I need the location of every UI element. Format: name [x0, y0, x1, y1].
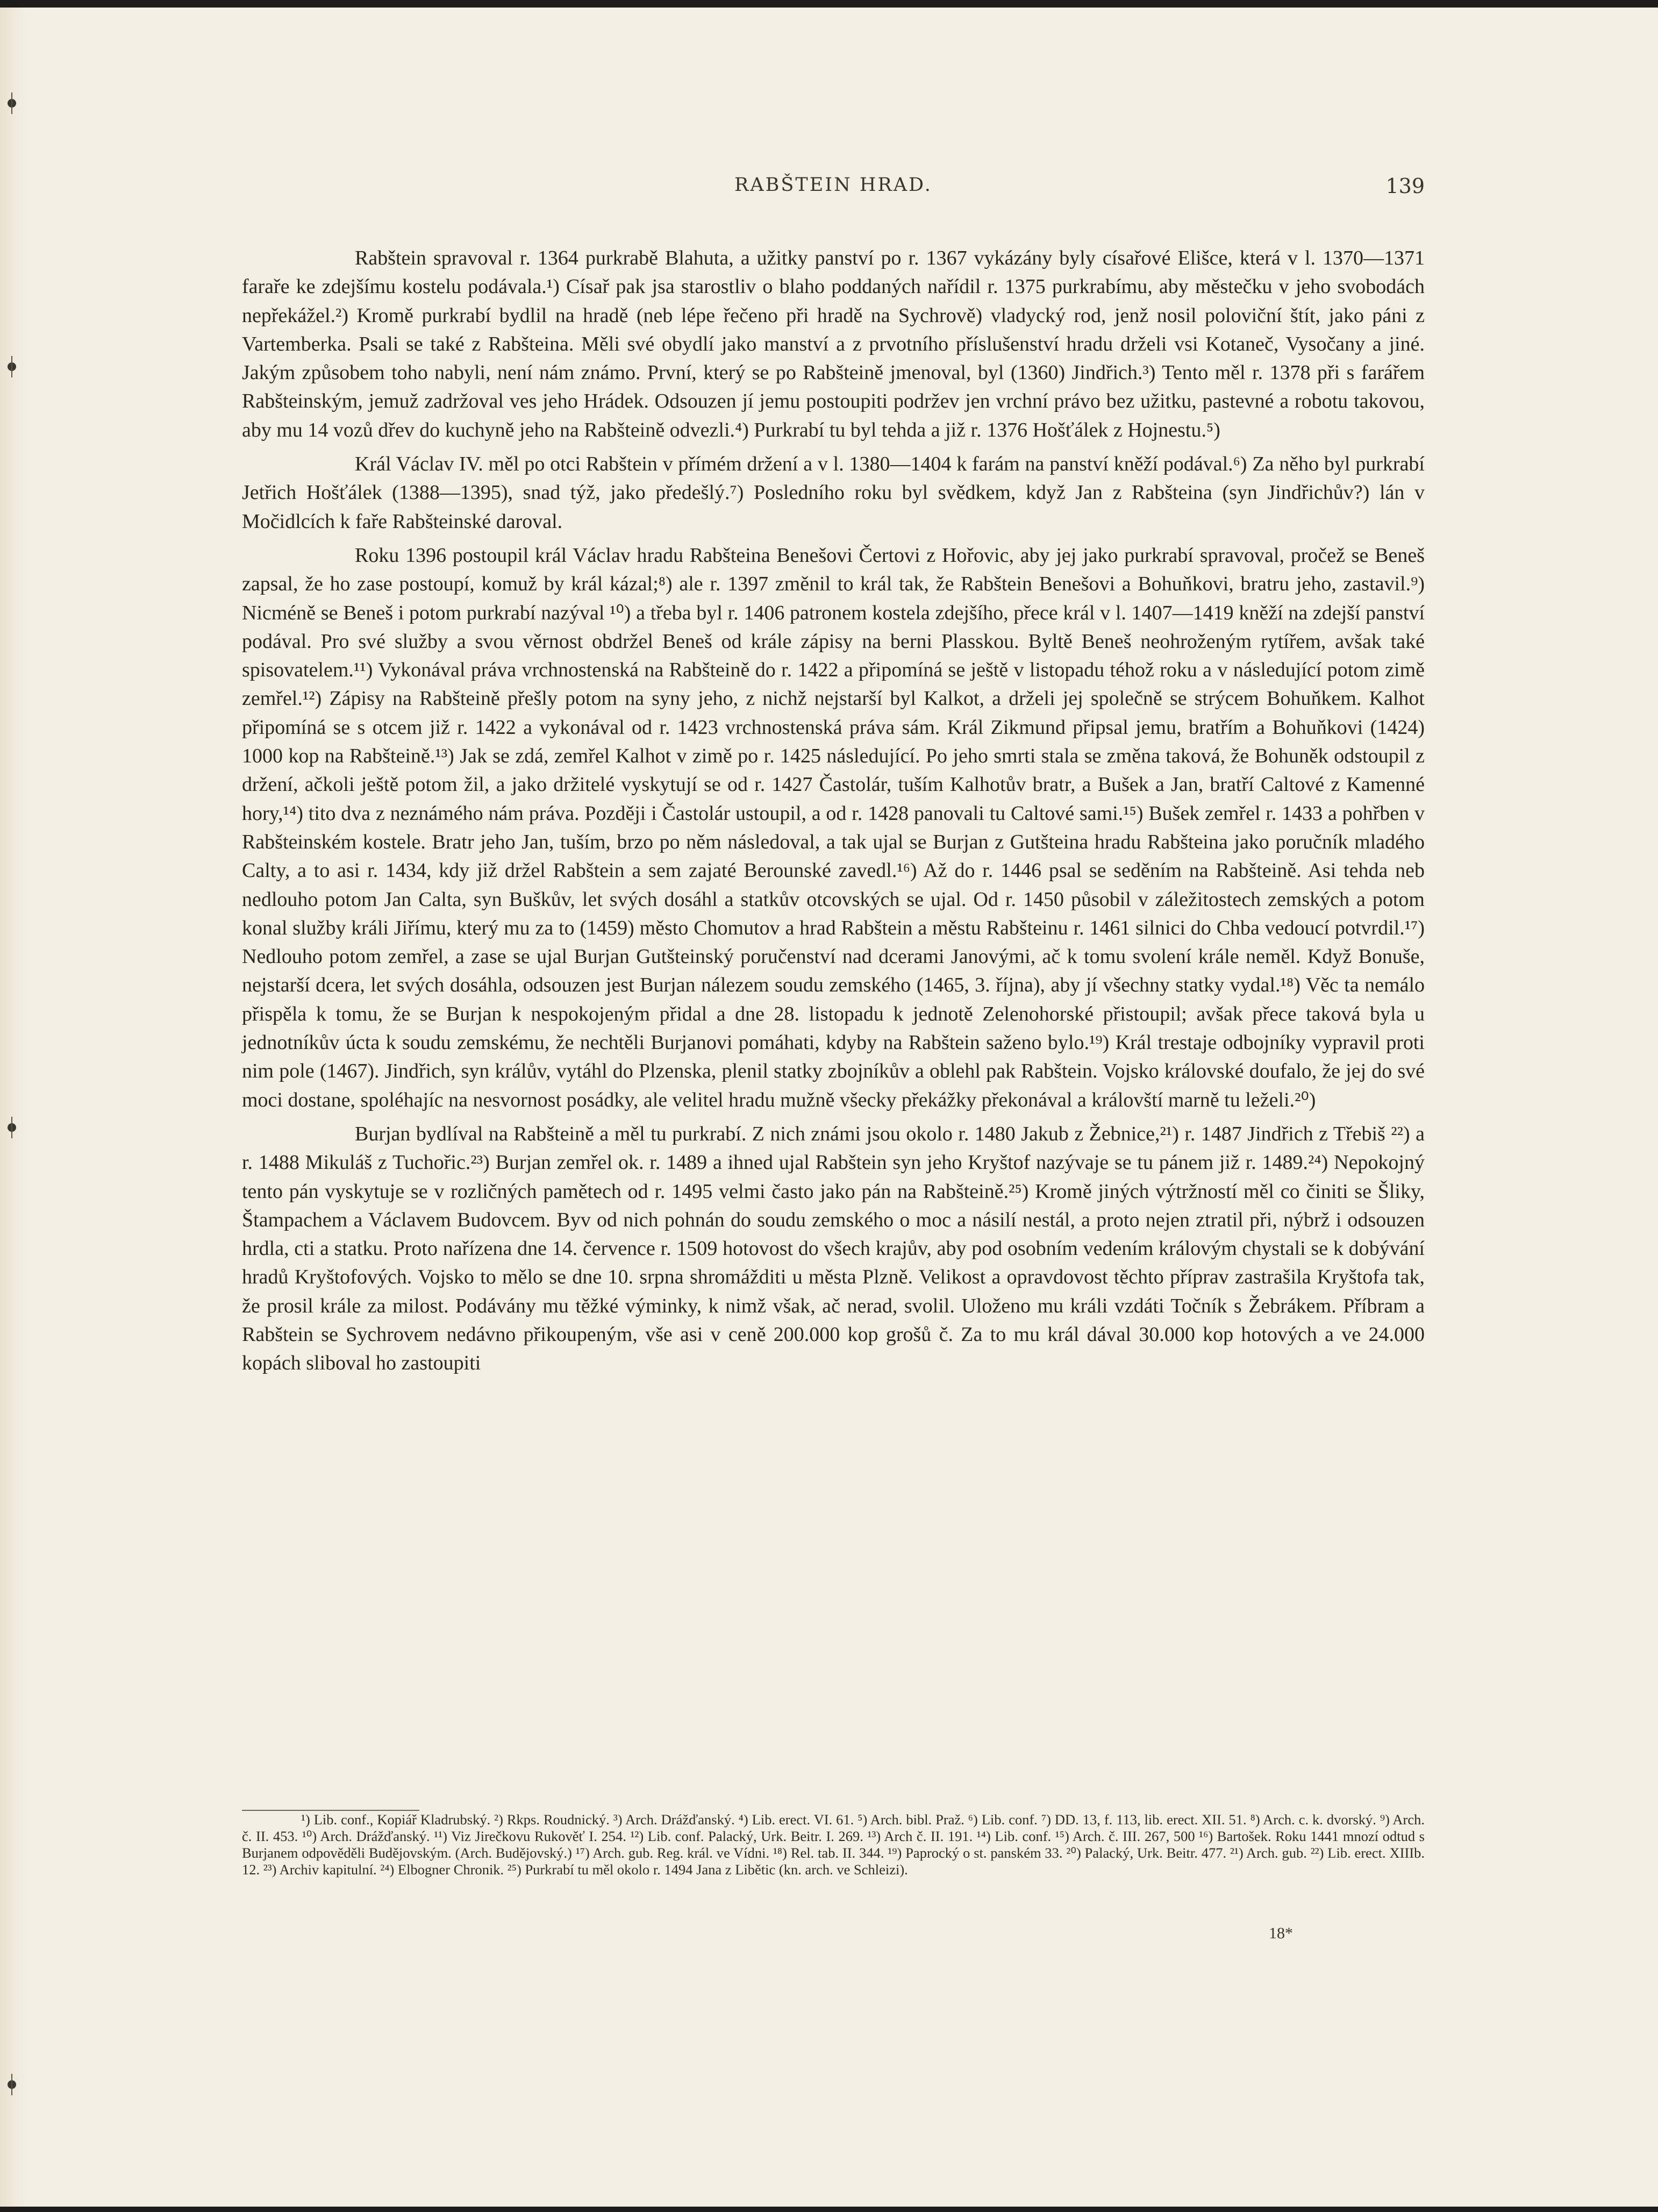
paragraph: Burjan bydlíval na Rabšteině a měl tu purkrabí. Z nich známi jsou okolo r. 1480 Jakub z Žebnice,²¹) r. 1487 Jindřich z Třebiš ²²) a r. 1488 Mikuláš z Tuchořic.²³) Burjan zemřel ok. r. 1489 a ihned ujal Rabštein syn jeho Kryštof nazývaje se tu pánem již r. 1489.²⁴) Nepokojný tento pán vyskytuje se v rozličných pamětech od r. 1495 velmi často jako pán na Rabšteině.²⁵) Kromě jiných výtržností měl co činiti se Šliky, Štampachem a Václavem Budovcem. Byv od nich pohnán do soudu zemského o moc a násilí nestál, a proto nejen ztratil při, nýbrž i odsouzen hrdla, cti a statku. Proto nařízena dne 14. července r. 1509 hotovost do všech krajův, aby pod osobním vedením královým chystali se k dobývání hradů Kryštofových. Vojsko to mělo se dne 10. srpna shromážditi u města Plzně. Velikost a opravdovost těchto příprav zastrašila Kryštofa tak, že prosil krále za milost. Podávány mu těžké výminky, k nimž však, ač nerad, svolil. Uloženo mu králi vzdáti Točník s Žebrákem. Příbram a Rabštein se Sychrovem nedávno přikoupeným, vše asi v ceně 200.000 kop grošů č. Za to mu král dával 30.000 kop hotových a ve 24.000 kopách sliboval ho zastoupiti: [242, 1122, 1425, 1375]
binding-hole-mark: [8, 362, 16, 371]
paragraph: Král Václav IV. měl po otci Rabštein v přímém držení a v l. 1380—1404 k farám na panství kněží podával.⁶) Za něho byl purkrabí Jetřich Hošťálek (1388—1395), snad týž, jako předešlý.⁷) Posledního roku byl svědkem, když Jan z Rabšteina (syn Jindřichův?) lán v Močidlcích k faře Rabšteinské daroval.: [242, 453, 1425, 533]
signature-mark: 18*: [1269, 1924, 1293, 1942]
paragraph: Rabštein spravoval r. 1364 purkrabě Blahuta, a užitky panství po r. 1367 vykázány byly císařové Elišce, která v l. 1370—1371 faraře ke zdejšímu kostelu podávala.¹) Císař pak jsa starostliv o blaho poddaných nařídil r. 1375 purkrabímu, aby městečku v jeho svobodách nepřekážel.²) Kromě purkrabí bydlil na hradě (neb lépe řečeno při hradě na Sychrově) vladycký rod, jenž nosil poloviční štít, jako páni z Vartemberka. Psali se také z Rabšteina. Měli své obydlí jako manství a z prvotního příslušenství hradu drželi vsi Kotaneč, Vysočany a jiné. Jakým způsobem toho nabyli, není nám známo. První, který se po Rabšteině jmenoval, byl (1360) Jindřich.³) Tento měl r. 1378 při s farářem Rabšteinským, jemuž zadržoval ves jeho Hrádek. Odsouzen jí jemu postoupiti podržev jen vrchní právo bez užitku, pastevné a robotu takovou, aby mu 14 vozů dřev do kuchyně jeho na Rabšteině odvezli.⁴) Purkrabí tu byl tehda a již r. 1376 Hošťálek z Hojnestu.⁵): [242, 247, 1425, 441]
footnote-text: ¹) Lib. conf., Kopiář Kladrubský. ²) Rkps. Roudnický. ³) Arch. Drážďanský. ⁴) Lib. erect. VI. 61. ⁵) Arch. bibl. Praž. ⁶) Lib. conf. ⁷) DD. 13, f. 113, lib. erect. XII. 51. ⁸) Arch. c. k. dvorský. ⁹) Arch. č. II. 453. ¹⁰) Arch. Drážďanský. ¹¹) Viz Jirečkovu Rukověť I. 254. ¹²) Lib. conf. Palacký, Urk. Beitr. I. 269. ¹³) Arch č. II. 191. ¹⁴) Lib. conf. ¹⁵) Arch. č. III. 267, 500 ¹⁶) Bartošek. Roku 1441 mnozí odtud s Burjanem odpověděli Budějovským. (Arch. Budějovský.) ¹⁷) Arch. gub. Reg. král. ve Vídni. ¹⁸) Rel. tab. II. 344. ¹⁹) Paprocký o st. panském 33. ²⁰) Palacký, Urk. Beitr. 477. ²¹) Arch. gub. ²²) Lib. erect. XIIIb. 12. ²³) Archiv kapitulní. ²⁴) Elbogner Chronik. ²⁵) Purkrabí tu měl okolo r. 1494 Jana z Libětic (kn. arch. ve Schleizi).: [242, 1811, 1425, 1878]
paragraph: Roku 1396 postoupil král Václav hradu Rabšteina Benešovi Čertovi z Hořovic, aby jej jako purkrabí spravoval, pročež se Beneš zapsal, že ho zase postoupí, komuž by král kázal;⁸) ale r. 1397 změnil to král tak, že Rabštein Benešovi a Bohuňkovi, bratru jeho, zastavil.⁹) Nicméně se Beneš i potom purkrabí nazýval ¹⁰) a třeba byl r. 1406 patronem kostela zdejšího, přece král v l. 1407—1419 kněží na zdejší panství podával. Pro své služby a svou věrnost obdržel Beneš od krále zápisy na berni Plasskou. Byltě Beneš neohroženým rytířem, avšak také spisovatelem.¹¹) Vykonával práva vrchnostenská na Rabšteině do r. 1422 a připomíná se ještě v listopadu téhož roku a v následující potom zimě zemřel.¹²) Zápisy na Rabšteině přešly potom na syny jeho, z nichž nejstarší byl Kalkot, a drželi jej společně se strýcem Bohuňkem. Kalhot připomíná se s otcem již r. 1422 a vykonával od r. 1423 vrchnostenská práva sám. Král Zikmund připsal jemu, bratřím a Bohuňkovi (1424) 1000 kop na Rabšteině.¹³) Jak se zdá, zemřel Kalhot v zimě po r. 1425 následující. Po jeho smrti stala se změna taková, že Bohuněk odstoupil z držení, ačkoli ještě potom žil, a jako držitelé vyskytují se od r. 1427 Častolár, tuším Kalhotův bratr, a Bušek a Jan, bratří Caltové z Kamenné hory,¹⁴) tito dva z neznámého nám práva. Později i Častolár ustoupil, a od r. 1428 panovali tu Caltové sami.¹⁵) Bušek zemřel r. 1433 a pohřben v Rabšteinském kostele. Bratr jeho Jan, tuším, brzo po něm následoval, a tak ujal se Burjan z Gutšteina hradu Rabšteina jako poručník mladého Calty, a to asi r. 1434, kdy již držel Rabštein a sem zajaté Berounské zavedl.¹⁶) Až do r. 1446 psal se seděním na Rabšteině. Asi tehda neb nedlouho potom Jan Calta, syn Buškův, let svých dosáhl a statkův otcovských se ujal. Od r. 1450 působil v záležitostech zemských a potom konal služby králi Jiřímu, který mu za to (1459) město Chomutov a hrad Rabštein a městu Rabšteinu r. 1461 silnici do Chba vedoucí potvrdil.¹⁷) Nedlouho potom zemřel, a zase se ujal Burjan Gutšteinský poručenství nad dcerami Janovými, ač k tomu svolení krále neměl. Když Bonuše, nejstarší dcera, let svých dosáhla, odsouzen jest Burjan nálezem soudu zemského (1465, 3. října), aby jí všechny statky vydal.¹⁸) Věc ta nemálo přispěla k tomu, že se Burjan k nespokojeným přidal a dne 28. listopadu k jednotě Zelenohorské přistoupil; avšak přece taková byla u jednotníkův úcta k soudu zemskému, že nechtěli Burjanovi pomáhati, kdyby na Rabštein saženo bylo.¹⁹) Král trestaje odbojníky vypravil proti nim pole (1467). Jindřich, syn králův, vytáhl do Plzenska, plenil statky zbojníkův a oblehl pak Rabštein. Vojsko královské doufalo, že jej do své moci dostane, spoléhajíc na nesvornost posádky, ale velitel hradu mužně všecky překážky překonával a královští marně tu leželi.²⁰): [242, 544, 1425, 1111]
binding-hole-mark: [8, 1123, 16, 1132]
running-title: RABŠTEIN HRAD.: [734, 174, 932, 196]
binding-hole-mark: [8, 2080, 16, 2089]
page-number: 139: [1385, 174, 1425, 198]
footnotes: [242, 1811, 1425, 1878]
book-page: [0, 8, 1658, 2207]
body-text: [242, 244, 1425, 1378]
page-header: [242, 174, 1425, 206]
binding-hole-mark: [8, 99, 16, 108]
footnote-divider: [242, 1810, 419, 1811]
